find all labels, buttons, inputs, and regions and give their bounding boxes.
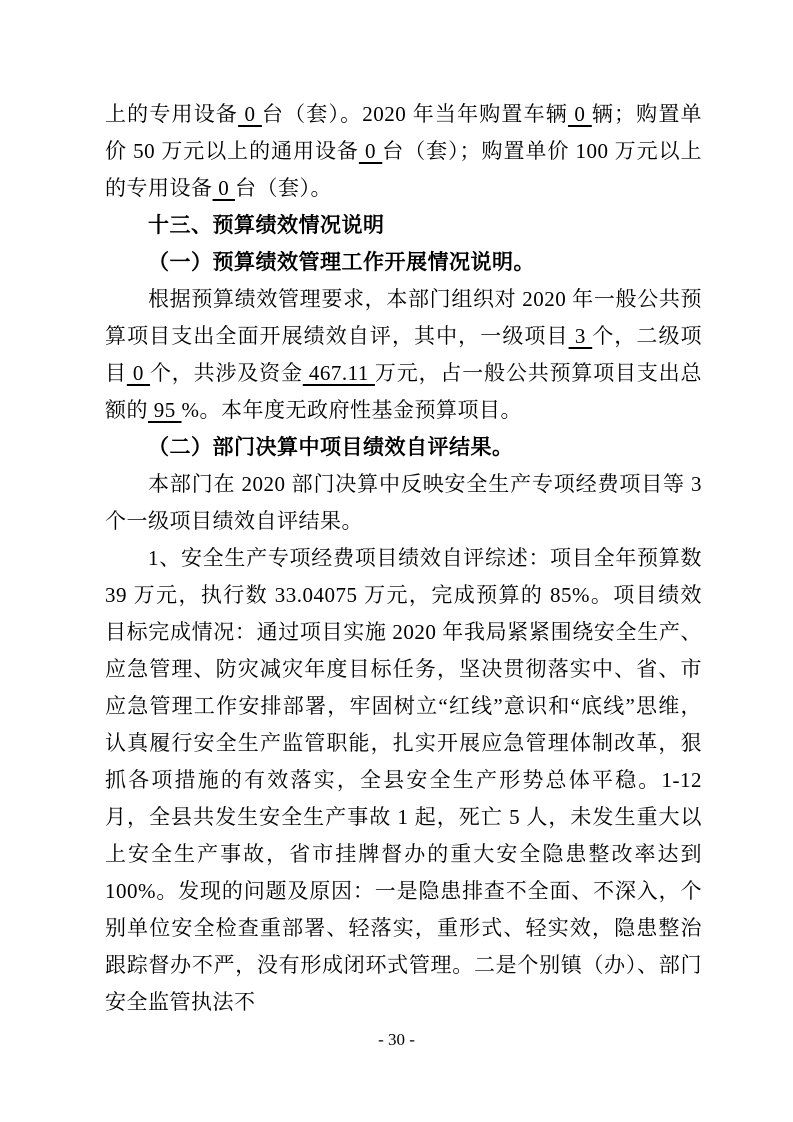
document-body xyxy=(105,96,702,1021)
underlined-value: 0 xyxy=(126,361,150,385)
text-run: 上的专用设备 xyxy=(105,102,239,126)
underlined-value: 0 xyxy=(567,102,592,126)
text-run: 台（套）。2020 年当年购置车辆 xyxy=(261,102,568,126)
paragraph-performance-review xyxy=(105,281,702,429)
text-run: 万元，占一般公共预算项目支出总额的 xyxy=(105,361,703,422)
text-run: 个，共涉及资金 xyxy=(149,361,303,385)
heading-subsection-2: （二）部门决算中项目绩效自评结果。 xyxy=(148,435,514,459)
text-run: 台（套）。 xyxy=(235,176,332,200)
paragraph-self-evaluation: 本部门在 2020 部门决算中反映安全生产专项经费项目等 3 个一级项目绩效自评结果。 xyxy=(105,472,702,533)
heading-section-13: 十三、预算绩效情况说明 xyxy=(148,214,385,237)
heading-subsection-1: （一）预算绩效管理工作开展情况说明。 xyxy=(148,250,535,274)
text-run: 台（套）；购置单价 100 万元以上的专用设备 xyxy=(105,139,703,200)
page-number: - 30 - xyxy=(378,1030,415,1049)
text-run: 辆；购置单价 50 万元以上的通用设备 xyxy=(105,102,703,163)
underlined-value: 95 xyxy=(148,398,182,422)
underlined-value: 0 xyxy=(212,176,235,200)
text-run: %。本年度无政府性基金预算项目。 xyxy=(181,398,522,422)
text-run: 个，二级项目 xyxy=(105,324,703,385)
paragraph-project-summary: 1、安全生产专项经费项目绩效自评综述：项目全年预算数 39 万元，执行数 33.04075 万元，完成预算的 85%。项目绩效目标完成情况：通过项目实施 2020 年我局紧紧围绕安全生产、应急管理、防灾减灾年度目标任务，坚决贯彻落实中、省、市应急管理工作安排部署，牢固树立“红线”意识和“底线”思维，认真履行安全生产监管职能，扎实开展应急管理体制改革，狠抓各项措施的有效落实，全县安全生产形势总体平稳。1-12 月，全县共发生安全生产事故 1 起，死亡 5 人，未发生重大以上安全生产事故，省市挂牌督办的重大安全隐患整改率达到 100%。发现的问题及原因：一是隐患排查不全面、不深入，个别单位安全检查重部署、轻落实，重形式、轻实效，隐患整治跟踪督办不严，没有形成闭环式管理。二是个别镇（办）、部门安全监管执法不 xyxy=(105,546,702,1014)
underlined-value: 0 xyxy=(358,139,383,163)
underlined-value: 0 xyxy=(238,102,262,126)
paragraph-equipment-counts xyxy=(105,96,702,207)
text-run: 根据预算绩效管理要求，本部门组织对 2020 年一般公共预算项目支出全面开展绩效自评，其中，一级项目 xyxy=(105,287,702,348)
underlined-value: 3 xyxy=(568,324,593,348)
underlined-value: 467.11 xyxy=(302,361,375,385)
